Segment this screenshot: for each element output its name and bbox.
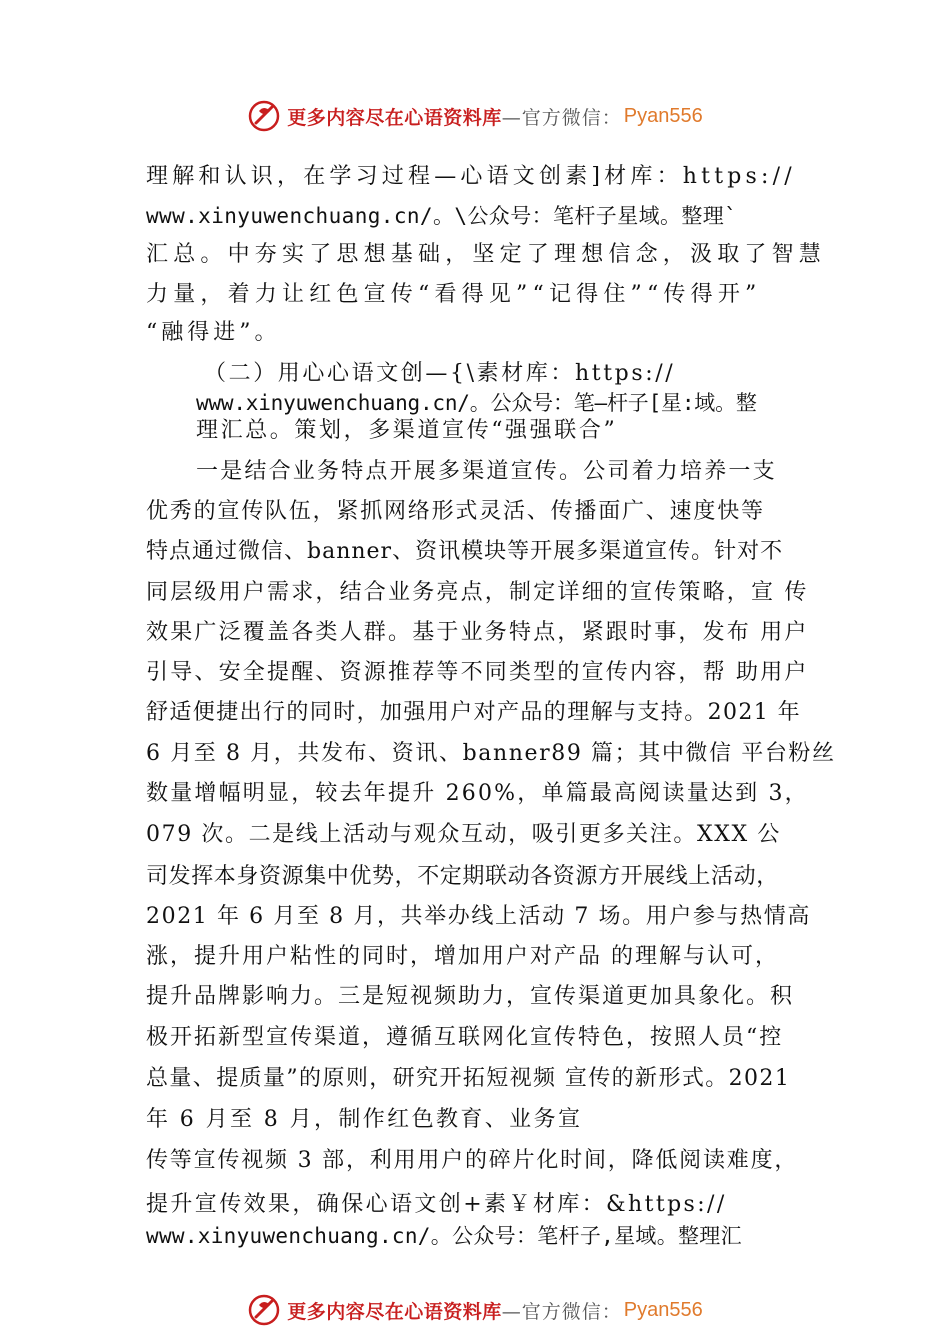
text-line: 极开拓新型宣传渠道，遵循互联网化宣传特色，按照人员“控 <box>146 1025 784 1050</box>
text-line: 引导、安全提醒、资源推荐等不同类型的宣传内容，帮 助用户 <box>146 660 809 685</box>
text-line: 优秀的宣传队伍，紧抓网络形式灵活、传播面广、速度快等 <box>146 499 765 524</box>
text-line: 提升品牌影响力。三是短视频助力，宣传渠道更加具象化。积 <box>146 984 795 1009</box>
text-line: 效果广泛覆盖各类人群。基于业务特点，紧跟时事，发布 用户 <box>146 620 809 645</box>
text-line: 汇总。中夯实了思想基础，坚定了理想信念，汲取了智慧 <box>146 242 827 267</box>
text-line: www.xinyuwenchuang.cn/。公众号：笔—杆子[星:域。整 <box>196 391 757 415</box>
header-banner <box>0 96 950 136</box>
footer-banner-title: 更多内容尽在心语资料库 <box>287 1300 502 1323</box>
text-line: 同层级用户需求，结合业务亮点，制定详细的宣传策略，宣 传 <box>146 580 809 605</box>
text-line: 涨，提升用户粘性的同时，增加用户对产品 的理解与认可， <box>146 944 779 969</box>
text-line: www.xinyuwenchuang.cn/。\公众号：笔杆子星域。整理` <box>146 204 738 228</box>
footer-banner-wechat-label: —官方微信： <box>501 1300 622 1323</box>
header-banner-title: 更多内容尽在心语资料库 <box>287 106 502 129</box>
text-line: 特点通过微信、banner、资讯模块等开展多渠道宣传。针对不 <box>146 539 784 564</box>
text-line: 总量、提质量”的原则，研究开拓短视频 宣传的新形式。2021 <box>146 1066 791 1091</box>
text-line: 力量，着力让红色宣传“看得见”“记得住”“传得开” <box>146 282 762 307</box>
text-line: 提升宣传效果，确保心语文创+素￥材库：&https:// <box>146 1192 727 1217</box>
text-line: www.xinyuwenchuang.cn/。公众号：笔杆子,星域。整理汇 <box>146 1224 742 1248</box>
brand-logo-icon <box>247 1293 281 1327</box>
header-banner-wechat-id: Pyan556 <box>623 104 703 127</box>
text-line: 数量增幅明显，较去年提升 260%，单篇最高阅读量达到 3， <box>146 781 809 806</box>
text-line: 理解和认识，在学习过程—心语文创素]材库：https:// <box>146 164 796 189</box>
text-line: 年 6 月至 8 月，制作红色教育、业务宣 <box>146 1107 583 1132</box>
footer-banner-wechat-id: Pyan556 <box>623 1298 703 1321</box>
text-line: 079 次。二是线上活动与观众互动，吸引更多关注。XXX 公 <box>146 822 781 847</box>
brand-logo-icon <box>247 99 281 133</box>
text-line: 2021 年 6 月至 8 月，共举办线上活动 7 场。用户参与热情高 <box>146 904 811 929</box>
text-line: 舒适便捷出行的同时，加强用户对产品的理解与支持。2021 年 <box>146 700 801 725</box>
text-line: 传等宣传视频 3 部，利用用户的碎片化时间，降低阅读难度， <box>146 1148 799 1173</box>
text-line: 6 月至 8 月，共发布、资讯、banner89 篇；其中微信 平台粉丝 <box>146 741 836 766</box>
text-line: “融得进”。 <box>146 320 281 345</box>
text-line: 一是结合业务特点开展多渠道宣传。公司着力培养一支 <box>196 459 777 484</box>
text-line: （二）用心心语文创—{\素材库：https:// <box>204 361 676 386</box>
footer-banner <box>0 1290 950 1330</box>
text-line: 司发挥本身资源集中优势，不定期联动各资源方开展线上活动， <box>146 864 779 889</box>
text-line: 理汇总。策划，多渠道宣传“强强联合” <box>196 418 618 443</box>
header-banner-wechat-label: —官方微信： <box>501 106 622 129</box>
